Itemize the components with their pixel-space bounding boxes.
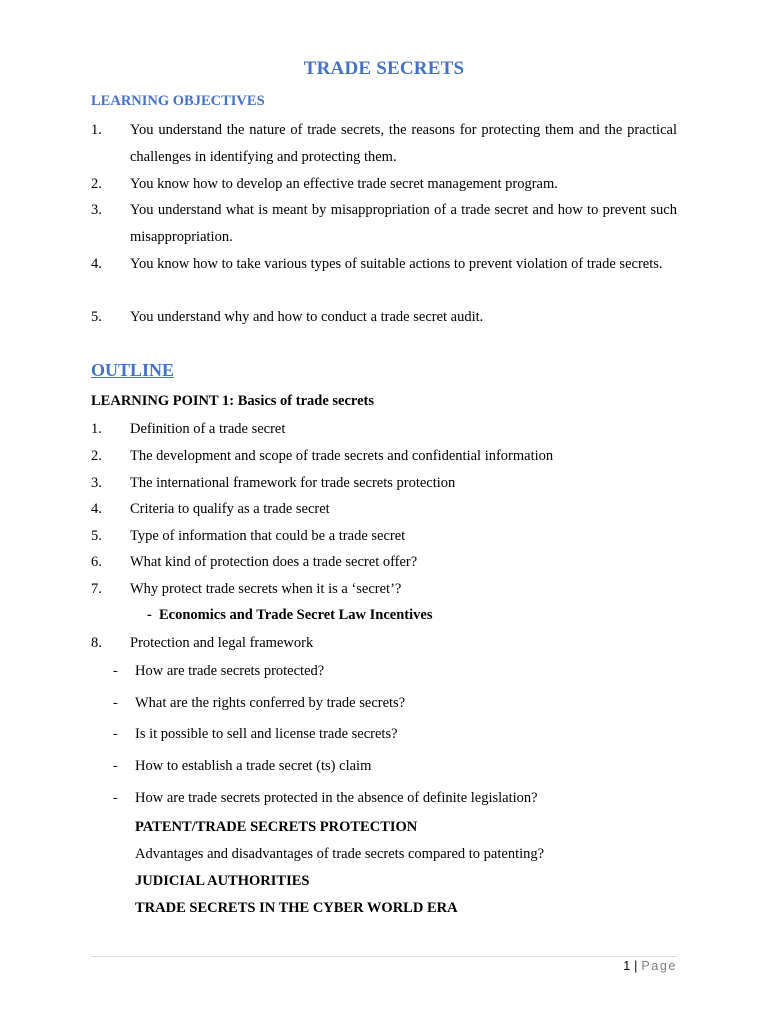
outline-number: 1.	[91, 421, 102, 437]
outline-item	[91, 527, 677, 545]
outline-number: 3.	[91, 475, 102, 491]
dash-item-text: What are the rights conferred by trade secrets?	[135, 695, 406, 711]
outline-item	[91, 474, 677, 492]
footer-separator: |	[634, 959, 638, 973]
outline-text: Type of information that could be a trade secret	[130, 528, 406, 544]
outline-item	[91, 580, 677, 598]
sub-item-economics	[147, 607, 432, 624]
dash-list-item	[113, 663, 324, 680]
objective-number: 5.	[91, 309, 102, 325]
dash-list-item	[113, 726, 398, 743]
outline-item	[91, 420, 677, 438]
dash-list-item	[113, 790, 538, 807]
outline-text: Criteria to qualify as a trade secret	[130, 501, 330, 517]
dash-bullet: -	[113, 695, 118, 711]
dash-bullet: -	[113, 790, 118, 806]
dash-bullet: -	[113, 758, 118, 774]
objective-item	[91, 117, 677, 170]
outline-heading: OUTLINE	[91, 360, 175, 380]
outline-item	[91, 500, 677, 518]
dash-item-text: How to establish a trade secret (ts) claim	[135, 758, 372, 774]
dash-list-item	[113, 758, 371, 775]
objective-item	[91, 197, 677, 250]
dash-bullet: -	[147, 607, 152, 623]
learning-objectives-heading: LEARNING OBJECTIVES	[91, 93, 265, 109]
objective-text: You understand why and how to conduct a trade secret audit.	[130, 309, 484, 325]
outline-item	[91, 447, 677, 465]
footer-divider	[91, 956, 677, 957]
objective-number: 1.	[91, 122, 102, 138]
page-footer	[623, 959, 677, 973]
learning-point-heading: LEARNING POINT 1: Basics of trade secrets	[91, 393, 374, 409]
outline-item	[91, 634, 677, 652]
dash-item-text: How are trade secrets protected?	[135, 663, 325, 679]
dash-bullet: -	[113, 726, 118, 742]
objective-text: You understand what is meant by misappropriation of a trade secret and how to prevent such misappropriation.	[130, 202, 677, 245]
dash-bullet: -	[113, 663, 118, 679]
dash-list-item	[113, 695, 405, 712]
dash-item-text: Is it possible to sell and license trade secrets?	[135, 726, 398, 742]
sub-item-text: Economics and Trade Secret Law Incentives	[159, 607, 433, 623]
objective-number: 4.	[91, 256, 102, 272]
outline-text: The international framework for trade secrets protection	[130, 475, 456, 491]
dash-item-text: How are trade secrets protected in the absence of definite legislation?	[135, 790, 538, 806]
objective-text: You know how to take various types of suitable actions to prevent violation of trade secrets.	[130, 256, 663, 272]
document-title: TRADE SECRETS	[303, 58, 465, 79]
outline-number: 7.	[91, 581, 102, 597]
judicial-heading: JUDICIAL AUTHORITIES	[135, 873, 310, 889]
objective-number: 2.	[91, 176, 102, 192]
outline-item	[91, 553, 677, 571]
outline-number: 2.	[91, 448, 102, 464]
outline-number: 4.	[91, 501, 102, 517]
cyber-heading: TRADE SECRETS IN THE CYBER WORLD ERA	[135, 900, 458, 916]
outline-text: What kind of protection does a trade secret offer?	[130, 554, 418, 570]
objective-item	[91, 304, 677, 331]
page-label: Page	[641, 959, 677, 973]
outline-text: The development and scope of trade secrets and confidential information	[130, 448, 554, 464]
page-number: 1	[623, 959, 631, 973]
objective-item	[91, 171, 677, 198]
objective-text: You understand the nature of trade secrets, the reasons for protecting them and the practical challenges in identifying and protecting them.	[130, 122, 677, 165]
outline-text: Definition of a trade secret	[130, 421, 286, 437]
patent-heading: PATENT/TRADE SECRETS PROTECTION	[135, 819, 418, 835]
outline-text: Protection and legal framework	[130, 635, 314, 651]
outline-text: Why protect trade secrets when it is a ‘secret’?	[130, 581, 402, 597]
objective-text: You know how to develop an effective trade secret management program.	[130, 176, 558, 192]
outline-number: 8.	[91, 635, 102, 651]
patent-text: Advantages and disadvantages of trade secrets compared to patenting?	[135, 846, 545, 862]
objective-item	[91, 251, 677, 278]
outline-number: 6.	[91, 554, 102, 570]
objective-number: 3.	[91, 202, 102, 218]
outline-number: 5.	[91, 528, 102, 544]
